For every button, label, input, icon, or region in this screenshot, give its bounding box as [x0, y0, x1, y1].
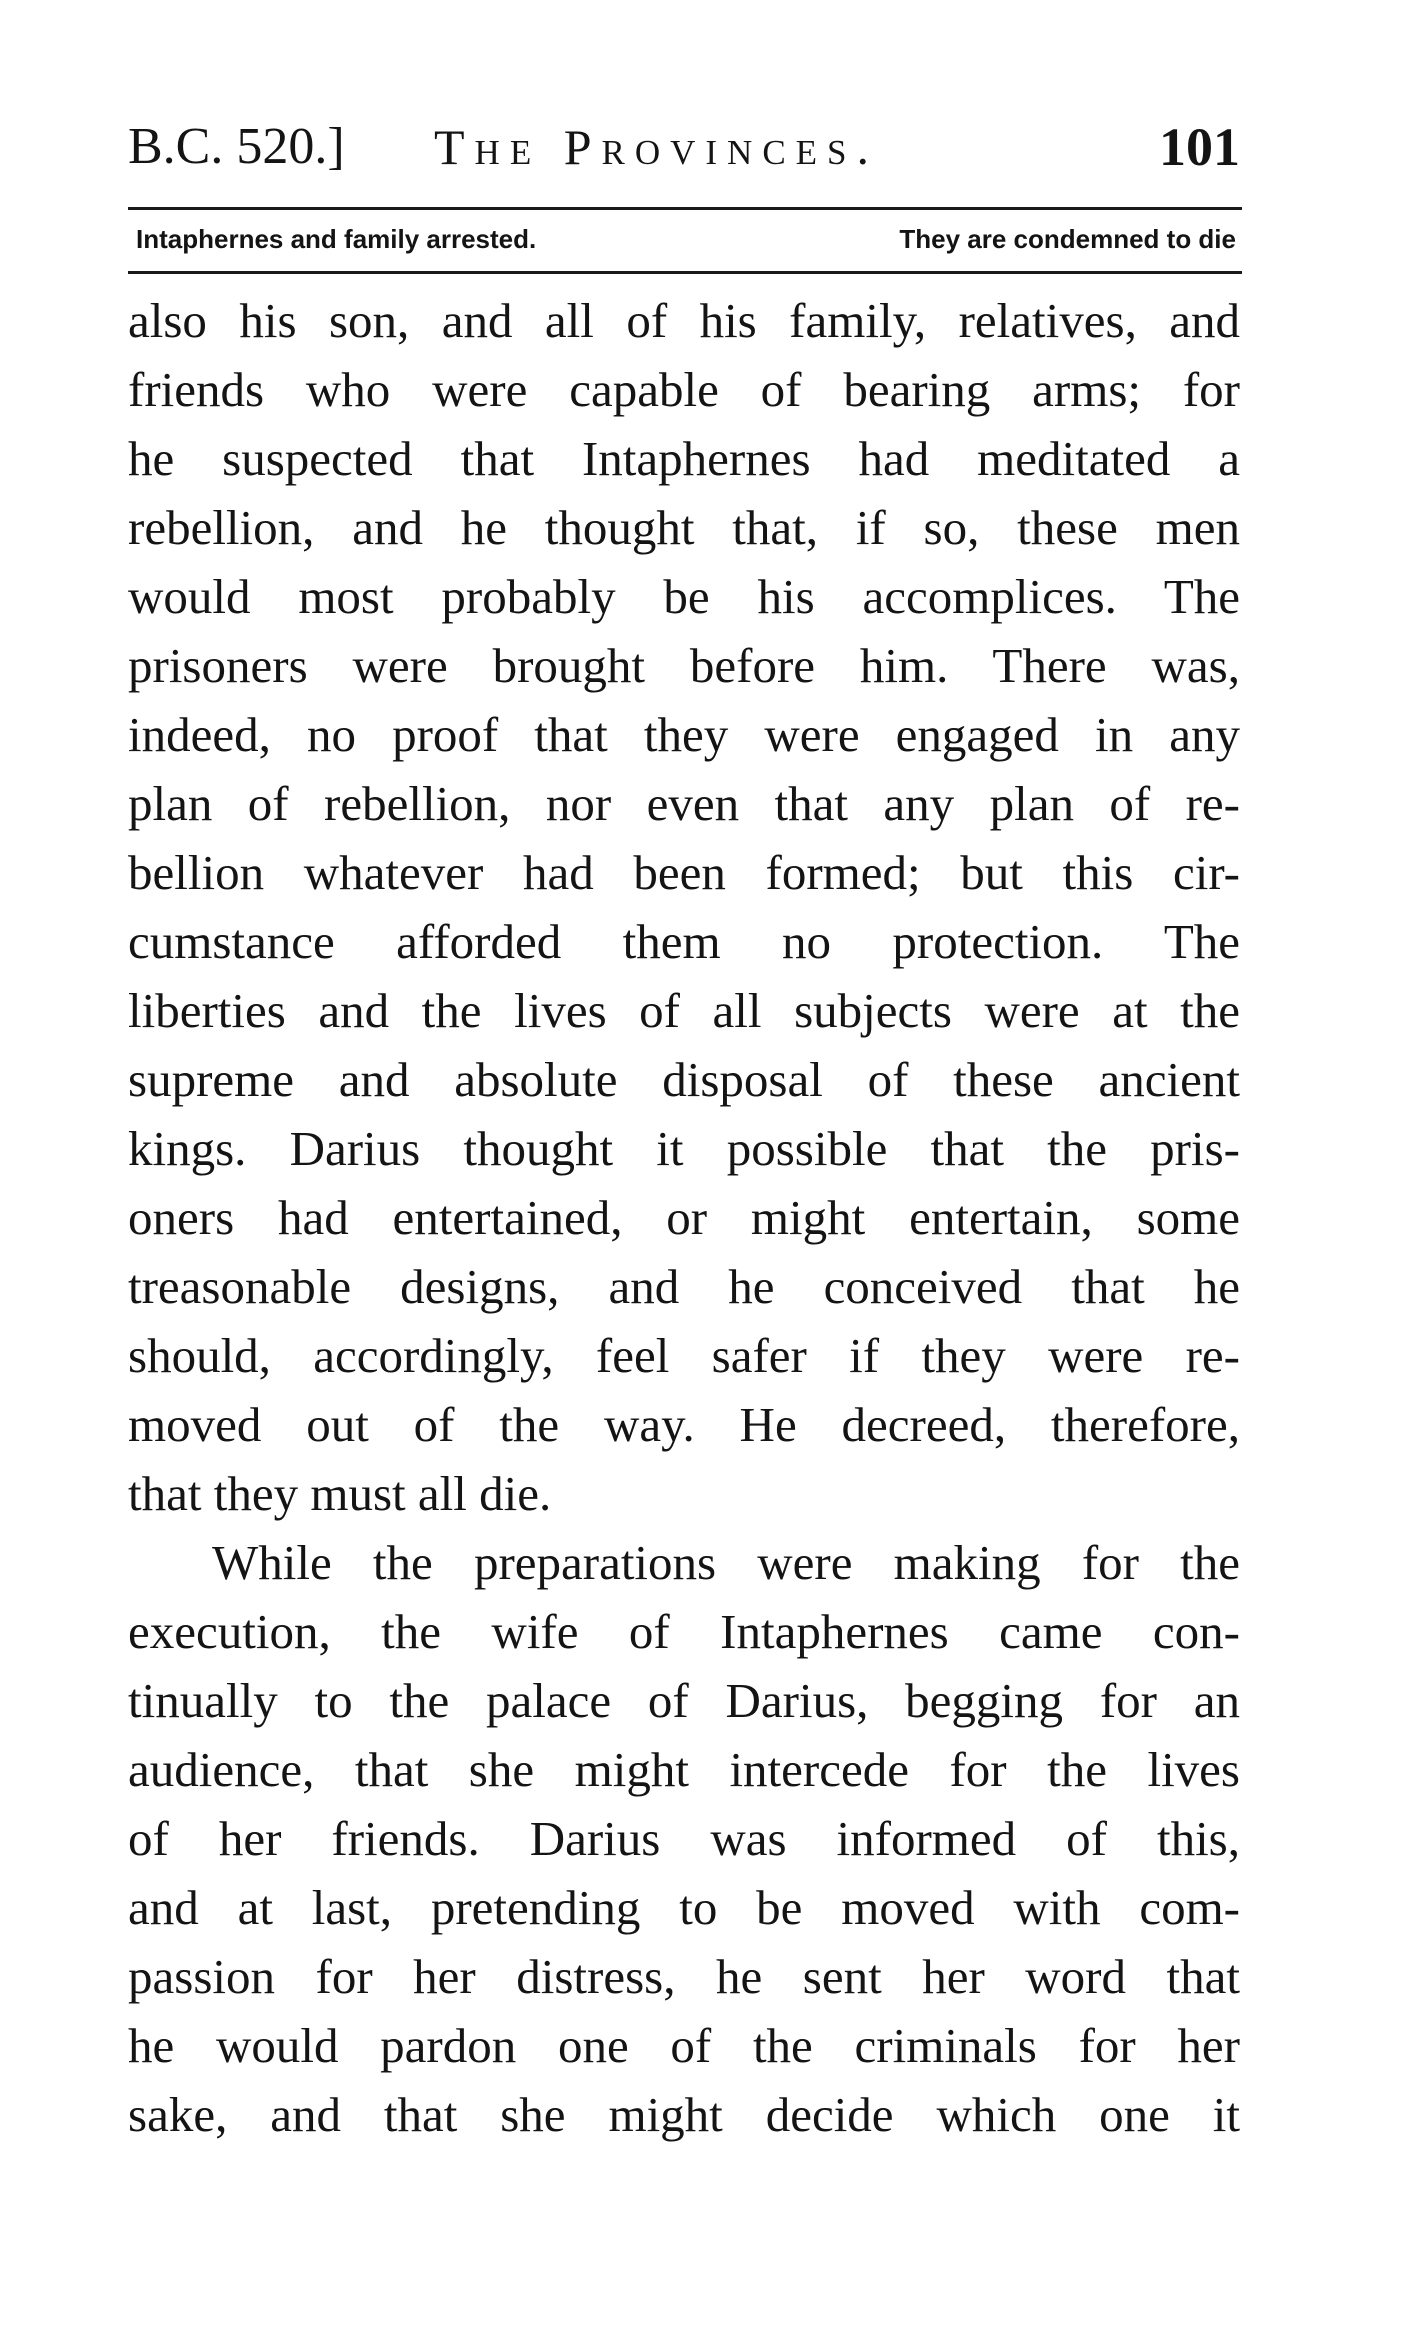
text-line: plan of rebellion, nor even that any plan of re- — [128, 776, 1240, 831]
text-line: execution, the wife of Intaphernes came con- — [128, 1604, 1240, 1659]
text-line: tinually to the palace of Darius, begging for an — [128, 1673, 1240, 1728]
text-line: liberties and the lives of all subjects were at the — [128, 983, 1240, 1038]
text-line: sake, and that she might decide which one it — [128, 2087, 1240, 2142]
text-line: and at last, pretending to be moved with com- — [128, 1880, 1240, 1935]
text-line: cumstance afforded them no protection. The — [128, 914, 1240, 969]
text-line: passion for her distress, he sent her word that — [128, 1949, 1240, 2004]
header-date: B.C. 520.] — [128, 118, 345, 175]
text-line: oners had entertained, or might entertain, some — [128, 1190, 1240, 1245]
header-rule-top — [128, 207, 1242, 210]
text-line: supreme and absolute disposal of these ancient — [128, 1052, 1240, 1107]
paragraph — [128, 1528, 1240, 2149]
side-notes — [128, 217, 1242, 261]
running-header — [128, 112, 1240, 182]
page-number: 101 — [1159, 117, 1240, 177]
text-line: rebellion, and he thought that, if so, these men — [128, 500, 1240, 555]
text-line: audience, that she might intercede for the lives — [128, 1742, 1240, 1797]
text-line: bellion whatever had been formed; but this cir- — [128, 845, 1240, 900]
text-line: should, accordingly, feel safer if they were re- — [128, 1328, 1240, 1383]
text-line: of her friends. Darius was informed of this, — [128, 1811, 1240, 1866]
text-line: While the preparations were making for the — [212, 1535, 1240, 1590]
side-note-right: They are condemned to die — [899, 224, 1236, 254]
text-line: indeed, no proof that they were engaged in any — [128, 707, 1240, 762]
text-line: also his son, and all of his family, relatives, and — [128, 293, 1240, 348]
text-line: treasonable designs, and he conceived that he — [128, 1259, 1240, 1314]
body-text — [128, 286, 1240, 2149]
text-line: friends who were capable of bearing arms; for — [128, 362, 1240, 417]
text-line: prisoners were brought before him. There was, — [128, 638, 1240, 693]
side-note-left: Intaphernes and family arrested. — [136, 224, 537, 254]
header-title: The Provinces. — [434, 119, 880, 175]
text-line: he suspected that Intaphernes had meditated a — [128, 431, 1240, 486]
paragraph — [128, 286, 1240, 1528]
text-line: moved out of the way. He decreed, therefore, — [128, 1397, 1240, 1452]
text-line: that they must all die. — [128, 1466, 552, 1521]
text-line: he would pardon one of the criminals for her — [128, 2018, 1240, 2073]
text-line: would most probably be his accomplices. The — [128, 569, 1240, 624]
text-line: kings. Darius thought it possible that the pris- — [128, 1121, 1240, 1176]
header-rule-bottom — [128, 271, 1242, 274]
